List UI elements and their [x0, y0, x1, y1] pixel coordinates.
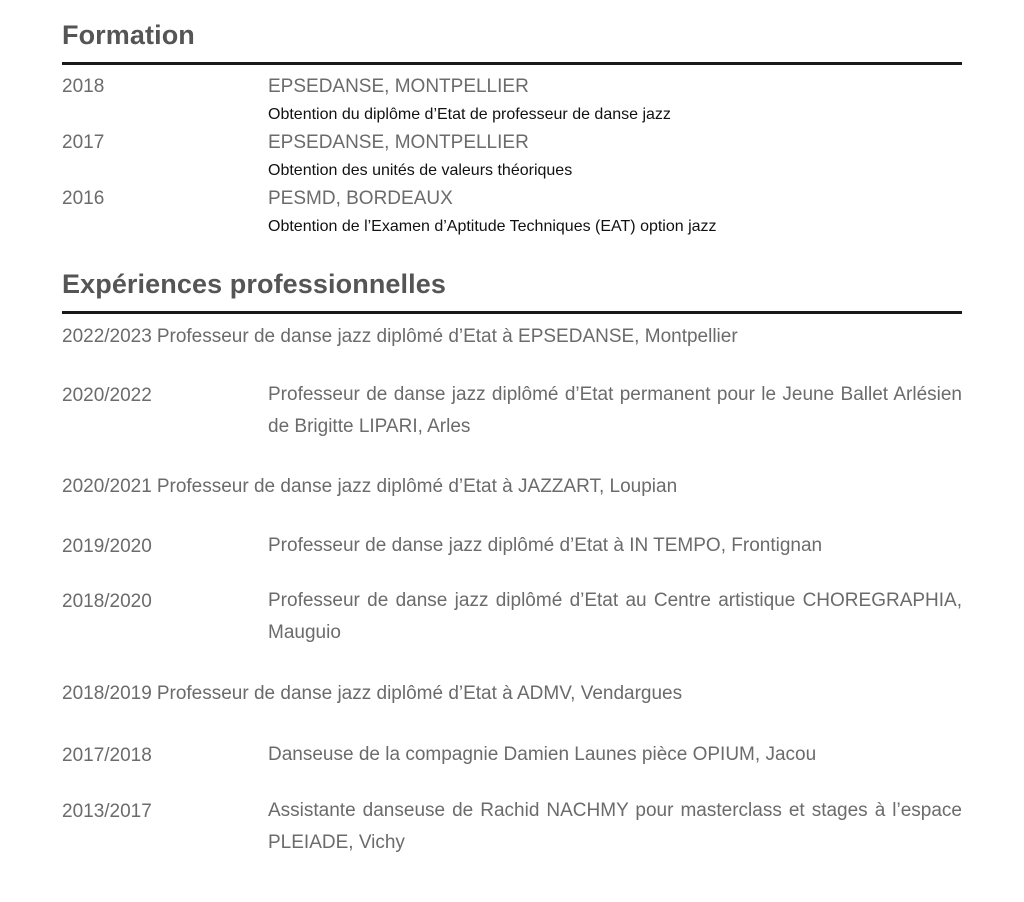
formation-entry [62, 188, 962, 244]
experience-period: 2017/2018 [62, 745, 152, 766]
experience-period: 2020/2021 [62, 476, 152, 497]
formation-divider [62, 62, 962, 65]
experience-entry [62, 385, 962, 449]
formation-school: EPSEDANSE, MONTPELLIER [268, 132, 529, 153]
formation-description: Obtention des unités de valeurs théoriques [268, 162, 573, 179]
formation-school: PESMD, BORDEAUX [268, 188, 453, 209]
experience-entry [62, 683, 962, 705]
formation-description: Obtention du diplôme d’Etat de professeur de danse jazz [268, 106, 671, 123]
experience-entry [62, 801, 962, 865]
experience-text: Professeur de danse jazz diplômé d’Etat au Centre artistique CHOREGRAPHIA, Mauguio [268, 590, 962, 643]
experience-entry [62, 536, 962, 568]
experience-entry [62, 476, 962, 498]
formation-year: 2018 [62, 76, 105, 97]
experiences-heading: Expériences professionnelles [62, 269, 446, 299]
experience-text: Assistante danseuse de Rachid NACHMY pour masterclass et stages à l’espace PLEIADE, Vichy [268, 800, 962, 853]
experience-period: 2018/2020 [62, 591, 152, 612]
experience-text: Professeur de danse jazz diplômé d’Etat à JAZZART, Loupian [156, 476, 678, 497]
formation-heading: Formation [62, 20, 195, 50]
experience-text: Professeur de danse jazz diplômé d’Etat à IN TEMPO, Frontignan [268, 535, 823, 556]
experience-text: Danseuse de la compagnie Damien Launes pièce OPIUM, Jacou [268, 744, 817, 765]
experience-entry [62, 591, 962, 655]
experiences-divider [62, 311, 962, 314]
experience-period: 2018/2019 [62, 683, 152, 704]
experience-text: Professeur de danse jazz diplômé d’Etat à EPSEDANSE, Montpellier [156, 326, 738, 347]
experience-period: 2020/2022 [62, 385, 152, 406]
experience-text: Professeur de danse jazz diplômé d’Etat permanent pour le Jeune Ballet Arlésien de Brigitte LIPARI, Arles [268, 384, 962, 437]
experience-text: Professeur de danse jazz diplômé d’Etat à ADMV, Vendargues [156, 683, 683, 704]
formation-year: 2017 [62, 132, 105, 153]
experience-period: 2013/2017 [62, 801, 152, 822]
formation-description: Obtention de l’Examen d’Aptitude Techniques (EAT) option jazz [268, 218, 717, 235]
formation-entry [62, 76, 962, 132]
experience-entry [62, 745, 962, 777]
formation-entry [62, 132, 962, 188]
experience-period: 2022/2023 [62, 326, 152, 347]
experience-entry [62, 326, 962, 348]
formation-school: EPSEDANSE, MONTPELLIER [268, 76, 529, 97]
formation-year: 2016 [62, 188, 105, 209]
experience-period: 2019/2020 [62, 536, 152, 557]
